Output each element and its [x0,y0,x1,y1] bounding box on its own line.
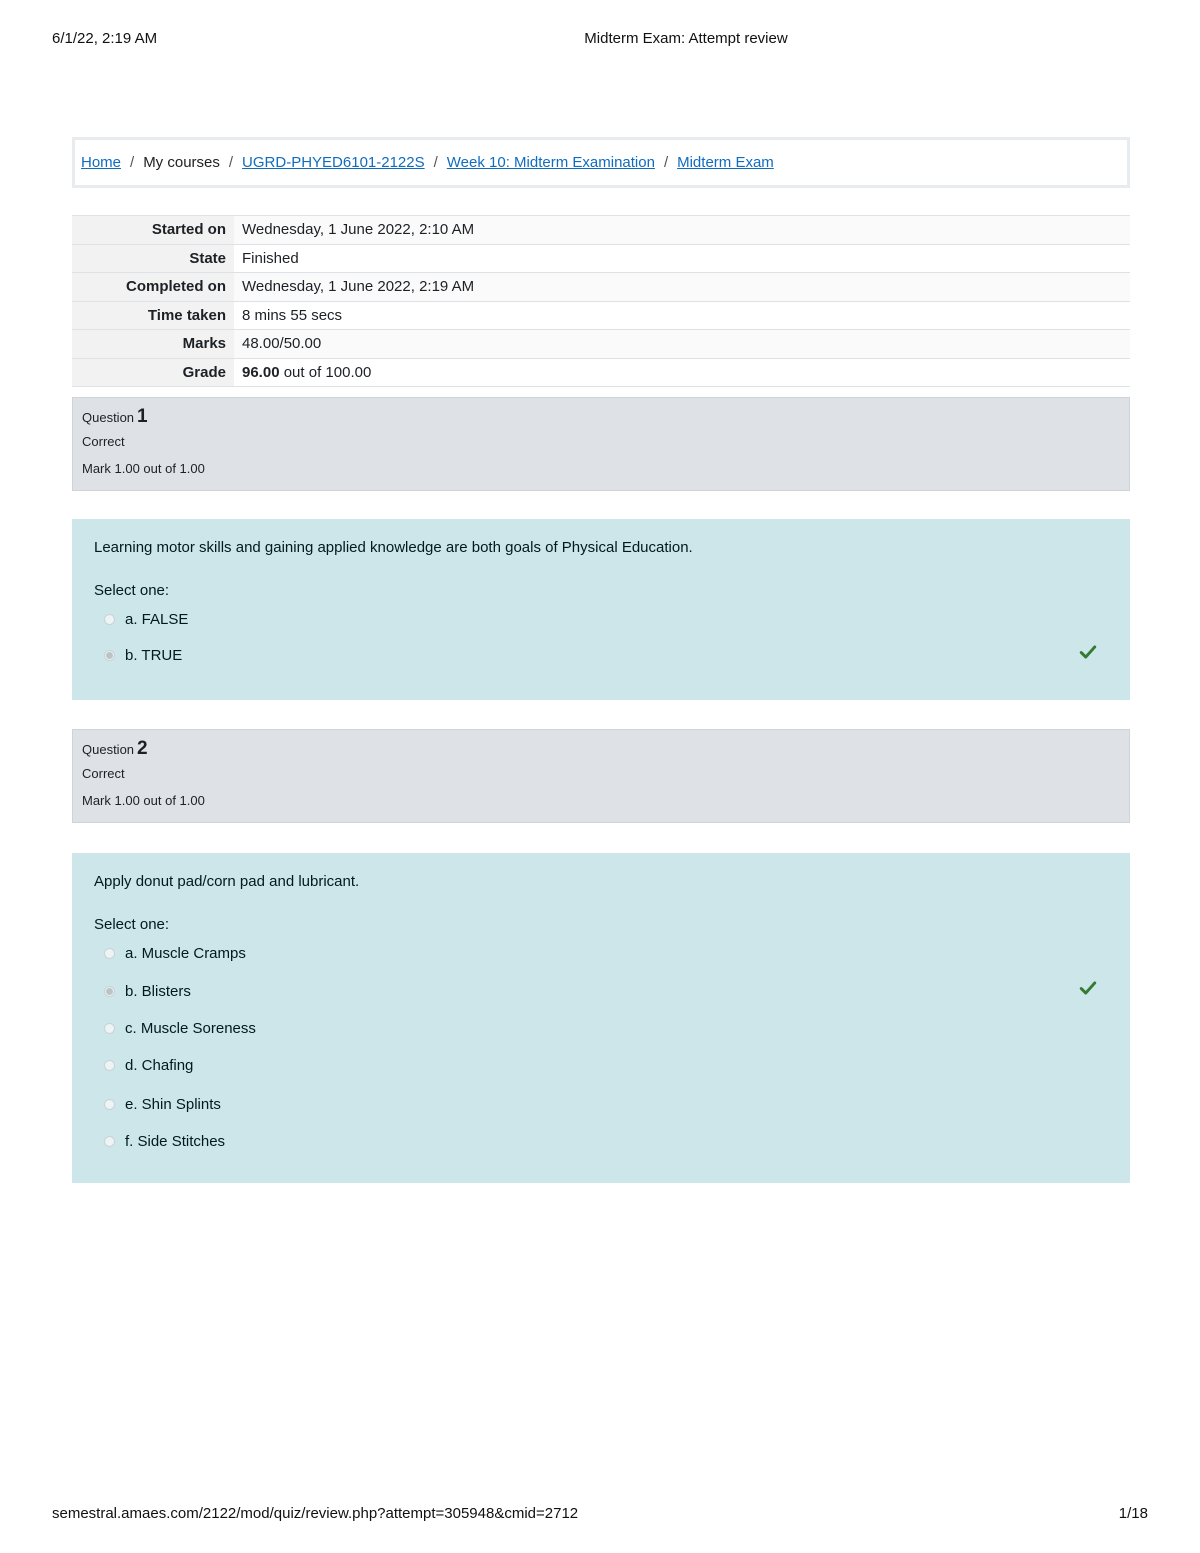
breadcrumb-week[interactable]: Week 10: Midterm Examination [446,154,655,171]
answer-option-label: d. Chafing [125,1056,194,1074]
answer-option[interactable] [94,1094,1108,1114]
radio-button-selected[interactable] [104,986,115,997]
answer-option-label: c. Muscle Soreness [125,1019,256,1037]
breadcrumb [72,137,1130,188]
print-header [0,30,1200,50]
question-label: Question [82,410,135,425]
question-1-content [72,519,1130,700]
breadcrumb-separator: / [228,154,234,171]
summary-row-time [72,301,1130,330]
radio-button[interactable] [104,948,115,959]
answer-options [94,609,1108,665]
radio-button[interactable] [104,1023,115,1034]
question-state: Correct [82,766,125,781]
marks-value: 48.00/50.00 [234,330,1130,359]
print-date: 6/1/22, 2:19 AM [52,30,158,47]
breadcrumb-quiz[interactable]: Midterm Exam [677,154,774,171]
answer-option-label: a. FALSE [125,610,189,628]
marks-label: Marks [72,330,234,359]
correct-check-icon [1079,979,1097,997]
breadcrumb-separator: / [130,154,135,171]
time-taken-value: 8 mins 55 secs [234,301,1130,330]
completed-value: Wednesday, 1 June 2022, 2:19 AM [234,273,1130,302]
answer-option-label: b. Blisters [125,982,191,1000]
select-one-label: Select one: [94,582,170,599]
question-mark: Mark 1.00 out of 1.00 [82,793,205,808]
question-prompt: Apply donut pad/corn pad and lubricant. [94,873,360,890]
grade-score: 96.00 [242,363,280,381]
answer-option[interactable] [94,1131,1108,1151]
radio-button[interactable] [104,1099,115,1110]
summary-row-started [72,216,1130,245]
answer-option-label: f. Side Stitches [125,1132,226,1150]
answer-options [94,943,1108,1151]
breadcrumb-separator: / [663,154,669,171]
answer-option-label: a. Muscle Cramps [125,944,246,962]
radio-button[interactable] [104,1136,115,1147]
question-number-value: 2 [137,738,148,759]
question-number-value: 1 [137,406,148,427]
answer-option-label: e. Shin Splints [125,1095,221,1113]
question-2-info [72,729,1130,823]
page-number: 1/18 [1118,1505,1148,1522]
correct-check-icon [1079,643,1097,661]
print-url: semestral.amaes.com/2122/mod/quiz/review.php?attempt=305948&cmid=2712 [52,1505,579,1522]
summary-row-marks [72,330,1130,359]
grade-suffix: out of 100.00 [283,363,372,381]
radio-button[interactable] [104,614,115,625]
answer-option[interactable] [94,1055,1108,1075]
answer-option[interactable] [94,943,1108,963]
question-2-content [72,853,1130,1183]
answer-option-label: b. TRUE [125,646,183,664]
breadcrumb-home[interactable]: Home [81,154,122,171]
question-mark: Mark 1.00 out of 1.00 [82,461,205,476]
question-state: Correct [82,434,125,449]
select-one-label: Select one: [94,916,170,933]
question-label: Question [82,742,135,757]
state-label: State [72,244,234,273]
question-number [82,406,1120,428]
completed-label: Completed on [72,273,234,302]
state-value: Finished [234,244,1130,273]
question-prompt: Learning motor skills and gaining applied knowledge are both goals of Physical Education. [94,539,693,556]
answer-option[interactable] [94,1018,1108,1038]
summary-row-grade [72,358,1130,387]
time-taken-label: Time taken [72,301,234,330]
started-label: Started on [72,216,234,245]
answer-option[interactable] [94,609,1108,629]
grade-value [234,358,1130,387]
breadcrumb-separator: / [433,154,438,171]
grade-label: Grade [72,358,234,387]
summary-row-state [72,244,1130,273]
started-value: Wednesday, 1 June 2022, 2:10 AM [234,216,1130,245]
breadcrumb-my-courses: My courses [143,154,220,171]
breadcrumb-course[interactable]: UGRD-PHYED6101-2122S [242,154,425,171]
question-1-info [72,397,1130,491]
radio-button-selected[interactable] [104,650,115,661]
print-title: Midterm Exam: Attempt review [584,30,788,47]
answer-option[interactable] [94,645,1108,665]
summary-row-completed [72,273,1130,302]
answer-option[interactable] [94,981,1108,1001]
attempt-summary-table [72,215,1130,387]
question-number [82,738,1120,760]
radio-button[interactable] [104,1060,115,1071]
